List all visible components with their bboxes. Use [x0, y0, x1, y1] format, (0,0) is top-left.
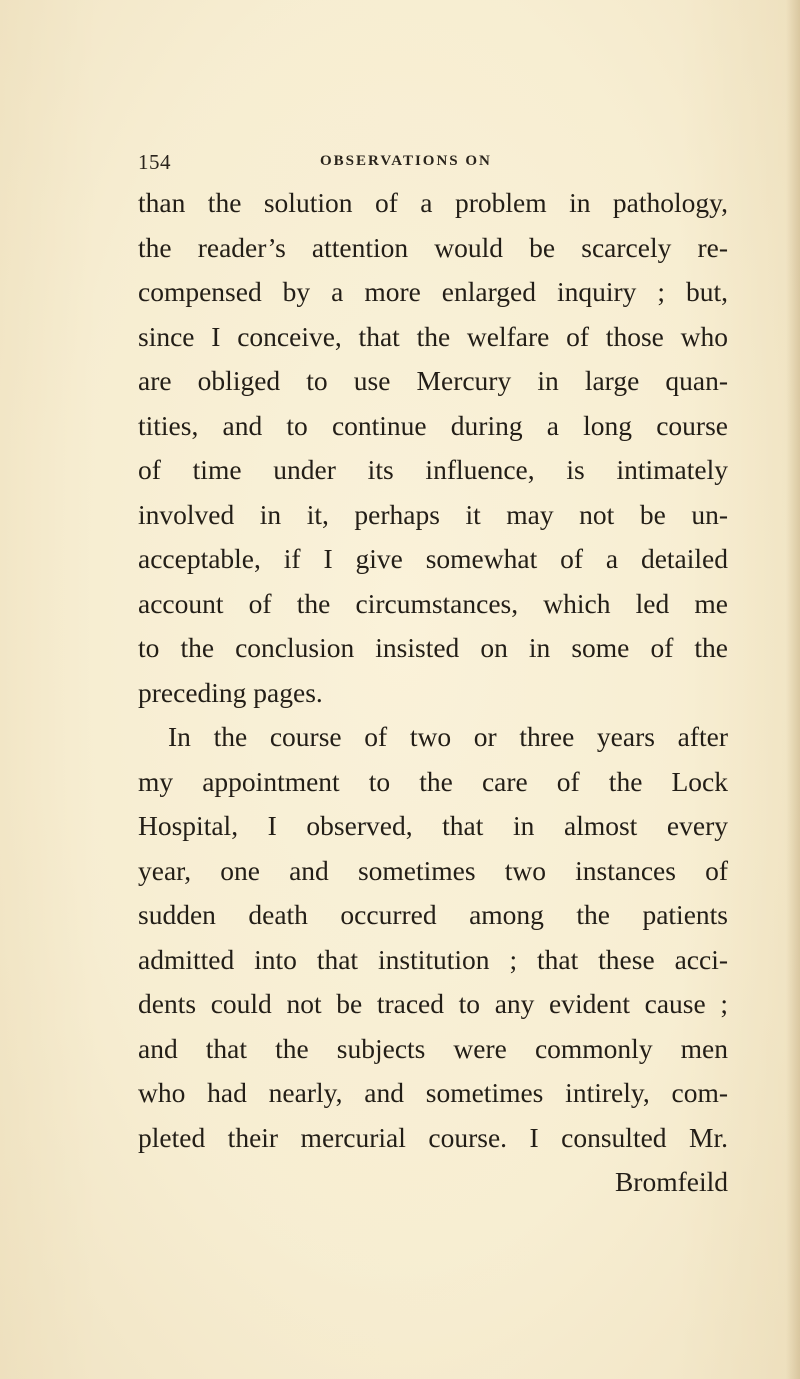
text-line: dents could not be traced to any evident cause ; — [138, 988, 728, 1019]
text-line: admitted into that institution ; that these acci- — [138, 943, 728, 975]
text-line: and that the subjects were commonly men — [138, 1032, 728, 1064]
text-line: my appointment to the care of the Lock — [138, 765, 728, 797]
catchword: Bromfeild — [614, 1166, 728, 1197]
text-line: year, one and sometimes two instances of — [138, 854, 728, 886]
text-line: preceding pages. — [138, 676, 323, 708]
body-text — [138, 181, 728, 1205]
text-line: Hospital, I observed, that in almost every — [138, 810, 728, 841]
text-line: of time under its influence, is intimately — [138, 454, 728, 485]
text-line: since I conceive, that the welfare of those who — [138, 320, 728, 352]
page-header — [138, 150, 728, 174]
text-line: involved in it, perhaps it may not be un- — [138, 498, 728, 530]
page-number: 154 — [138, 150, 171, 174]
text-line: tities, and to continue during a long course — [138, 409, 728, 441]
text-line: pleted their mercurial course. I consulted Mr. — [138, 1121, 728, 1153]
text-line: acceptable, if I give somewhat of a detailed — [138, 543, 728, 574]
text-line: are obliged to use Mercury in large quan- — [138, 365, 728, 396]
text-line: to the conclusion insisted on in some of the — [138, 632, 728, 663]
page-edge-shadow — [786, 0, 800, 1379]
text-line: sudden death occurred among the patients — [138, 899, 728, 930]
running-head: OBSERVATIONS ON — [320, 153, 492, 169]
text-line: In the course of two or three years after — [168, 721, 728, 752]
text-line: account of the circumstances, which led me — [138, 587, 728, 619]
text-line: the reader’s attention would be scarcely re- — [138, 231, 728, 263]
text-line: than the solution of a problem in pathology, — [138, 187, 728, 218]
text-line: who had nearly, and sometimes intirely, com- — [138, 1077, 728, 1108]
text-line: compensed by a more enlarged inquiry ; but, — [138, 276, 728, 307]
